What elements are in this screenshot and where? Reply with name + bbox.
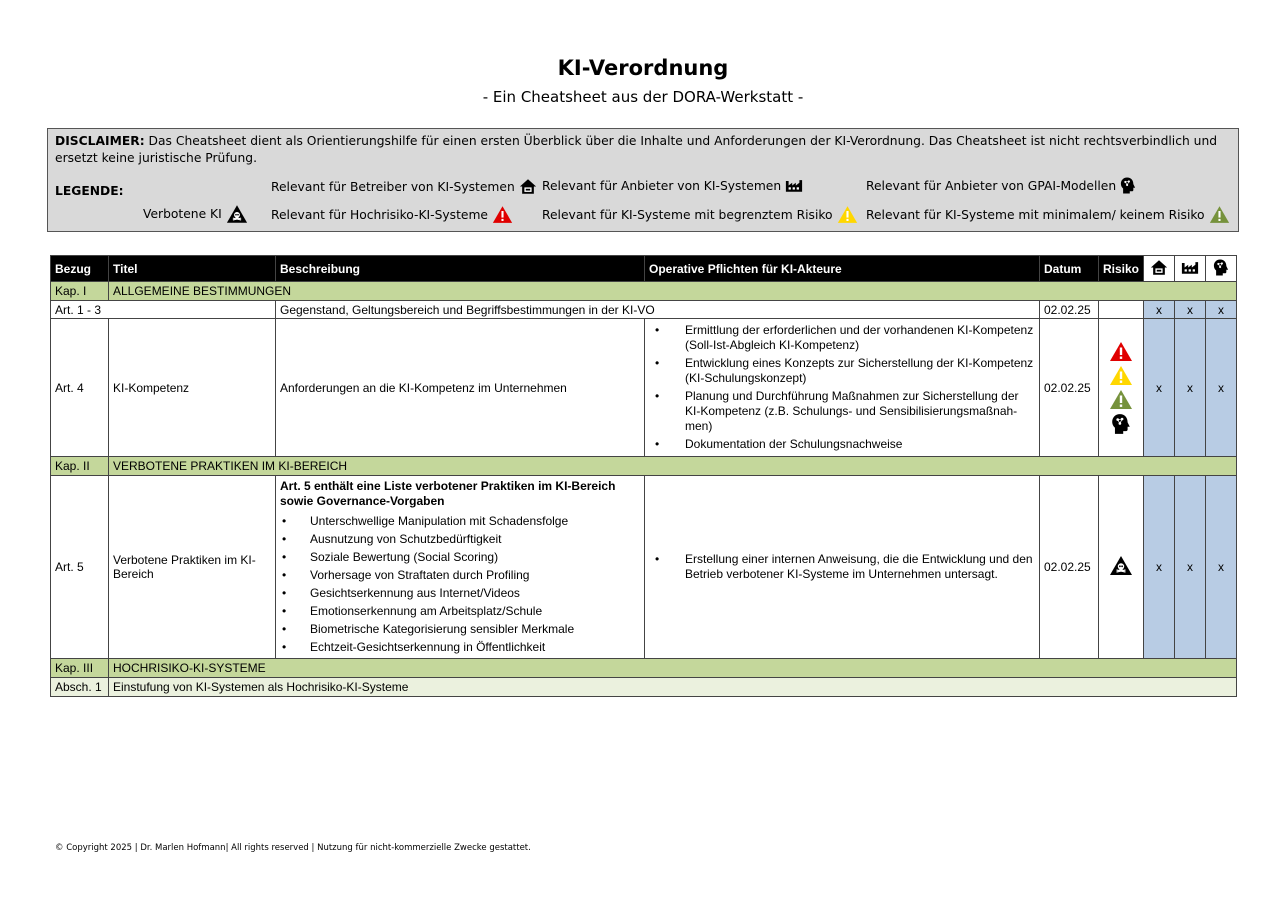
legend-anbieter-text: Relevant für Anbieter von KI-Systemen — [542, 178, 782, 193]
row-title: KI-Kompetenz — [109, 319, 276, 457]
chapter-row — [51, 659, 1237, 678]
row-risk — [1099, 301, 1144, 319]
table-row — [51, 301, 1237, 319]
chapter-ref: Kap. II — [51, 457, 109, 476]
header-anbieter-icon — [1175, 256, 1206, 282]
warning-yellow-icon — [1109, 365, 1133, 386]
row-risk — [1099, 476, 1144, 659]
house-icon — [1150, 259, 1168, 276]
document-title: KI-Verordnung — [557, 56, 729, 80]
disclaimer-body: Das Cheatsheet dient als Orientierungshilfe für einen ersten Überblick über die Inhalte und Anforderungen der KI-Verordnung. Das Cheatsheet ist nicht rechtsverbindlich und ersetzt keine juristische Prüfung. — [55, 134, 1218, 165]
row-desc — [276, 476, 645, 659]
row-date: 02.02.25 — [1040, 319, 1099, 457]
warning-yellow-icon — [837, 205, 858, 224]
list-item: • Vorhersage von Straftaten durch Profiling — [310, 568, 640, 583]
warning-red-icon — [1109, 341, 1133, 362]
legend-label: LEGENDE: — [55, 184, 124, 198]
section-ref: Absch. 1 — [51, 678, 109, 697]
row-date: 02.02.25 — [1040, 476, 1099, 659]
row-duties — [645, 319, 1040, 457]
copyright-footer: © Copyright 2025 | Dr. Marlen Hofmann| All rights reserved | Nutzung für nicht-kommerzielle Zwecke gestattet. — [55, 843, 531, 853]
row-marker-gpai: x — [1206, 301, 1237, 319]
legend-anbieter — [542, 178, 803, 193]
list-item: • Emotionserkennung am Arbeitsplatz/Schule — [310, 604, 640, 619]
row-marker-gpai: x — [1206, 476, 1237, 659]
factory-icon — [785, 178, 803, 193]
warning-green-icon — [1209, 205, 1230, 224]
skull-warning-icon — [226, 204, 248, 224]
list-item: • Echtzeit-Gesichtserkennung in Öffentlichkeit — [310, 640, 640, 655]
warning-red-icon — [492, 205, 513, 224]
chapter-ref: Kap. I — [51, 282, 109, 301]
legend-begrenzt — [542, 205, 858, 224]
list-item: • Planung und Durchführung Maßnahmen zur Sicherstellung der KI-Kompetenz (z.B. Schulungs- und Sensibilisierungsmaßnah-men) — [685, 389, 1035, 434]
chapter-title: ALLGEMEINE BESTIMMUNGEN — [109, 282, 1237, 301]
section-row — [51, 678, 1237, 697]
list-item: • Gesichtserkennung aus Internet/Videos — [310, 586, 640, 601]
row-risk — [1099, 319, 1144, 457]
disclaimer-text — [55, 133, 1233, 167]
row-marker-betreiber: x — [1144, 476, 1175, 659]
house-icon — [519, 178, 537, 195]
row-marker-gpai: x — [1206, 319, 1237, 457]
chapter-row — [51, 282, 1237, 301]
list-item: • Biometrische Kategorisierung sensibler Merkmale — [310, 622, 640, 637]
disclaimer-box — [47, 128, 1239, 232]
legend-minimal-text: Relevant für KI-Systeme mit minimalem/ keinem Risiko — [866, 207, 1205, 222]
row-ref: Art. 1 - 3 — [51, 301, 276, 319]
ai-head-icon — [1213, 258, 1229, 277]
row-ref: Art. 4 — [51, 319, 109, 457]
list-item: • Unterschwellige Manipulation mit Schadensfolge — [310, 514, 640, 529]
row-marker-betreiber: x — [1144, 319, 1175, 457]
legend-verboten — [143, 204, 248, 224]
practices-list — [280, 514, 640, 655]
table-row — [51, 476, 1237, 659]
list-item: • Entwicklung eines Konzepts zur Sicherstellung der KI-Kompetenz (KI-Schulungskonzept) — [685, 356, 1035, 386]
row-desc: Gegenstand, Geltungsbereich und Begriffsbestimmungen in der KI-VO — [276, 301, 1040, 319]
legend-begrenzt-text: Relevant für KI-Systeme mit begrenztem Risiko — [542, 207, 833, 222]
articles-table — [50, 255, 1237, 697]
row-desc: Anforderungen an die KI-Kompetenz im Unternehmen — [276, 319, 645, 457]
row-ref: Art. 5 — [51, 476, 109, 659]
row-date: 02.02.25 — [1040, 301, 1099, 319]
row-marker-anbieter: x — [1175, 319, 1206, 457]
header-beschreibung: Beschreibung — [276, 256, 645, 282]
header-titel: Titel — [109, 256, 276, 282]
row-marker-anbieter: x — [1175, 476, 1206, 659]
row-title: Verbotene Praktiken im KI-Bereich — [109, 476, 276, 659]
row-marker-betreiber: x — [1144, 301, 1175, 319]
chapter-title: HOCHRISIKO-KI-SYSTEME — [109, 659, 1237, 678]
duties-list — [649, 323, 1035, 452]
header-pflichten: Operative Pflichten für KI-Akteure — [645, 256, 1040, 282]
legend-hochrisiko — [271, 205, 513, 224]
duties-list — [649, 552, 1035, 582]
ai-head-icon — [1120, 176, 1136, 195]
document-subtitle: - Ein Cheatsheet aus der DORA-Werkstatt - — [482, 88, 804, 106]
list-item: • Erstellung einer internen Anweisung, die die Entwicklung und den Betrieb verbotener KI-Systeme im Unternehmen untersagt. — [685, 552, 1035, 582]
header-gpai-icon — [1206, 256, 1237, 282]
chapter-ref: Kap. III — [51, 659, 109, 678]
row-duties — [645, 476, 1040, 659]
table-header-row — [51, 256, 1237, 282]
ai-head-icon — [1111, 413, 1131, 435]
legend-hochrisiko-text: Relevant für Hochrisiko-KI-Systeme — [271, 207, 489, 222]
header-bezug: Bezug — [51, 256, 109, 282]
list-item: • Soziale Bewertung (Social Scoring) — [310, 550, 640, 565]
row-marker-anbieter: x — [1175, 301, 1206, 319]
legend-betreiber — [271, 178, 537, 195]
legend-betreiber-text: Relevant für Betreiber von KI-Systemen — [271, 179, 515, 194]
legend-verboten-text: Verbotene KI — [143, 207, 222, 221]
header-datum: Datum — [1040, 256, 1099, 282]
list-item: • Ausnutzung von Schutzbedürftigkeit — [310, 532, 640, 547]
warning-green-icon — [1109, 389, 1133, 410]
section-title: Einstufung von KI-Systemen als Hochrisiko-KI-Systeme — [109, 678, 1237, 697]
chapter-row — [51, 457, 1237, 476]
disclaimer-label: DISCLAIMER: — [55, 134, 145, 148]
header-betreiber-icon — [1144, 256, 1175, 282]
legend-minimal — [866, 205, 1230, 224]
desc-heading: Art. 5 enthält eine Liste verbotener Praktiken im KI-Bereich sowie Governance-Vorgaben — [280, 479, 616, 508]
list-item: • Ermittlung der erforderlichen und der vorhandenen KI-Kompetenz (Soll-Ist-Abgleich KI-Kompetenz) — [685, 323, 1035, 353]
list-item: • Dokumentation der Schulungsnachweise — [685, 437, 1035, 452]
skull-warning-icon — [1109, 555, 1133, 576]
header-risiko: Risiko — [1099, 256, 1144, 282]
factory-icon — [1181, 260, 1199, 275]
legend-gpai-text: Relevant für Anbieter von GPAI-Modellen — [866, 178, 1117, 193]
table-row — [51, 319, 1237, 457]
chapter-title: VERBOTENE PRAKTIKEN IM KI-BEREICH — [109, 457, 1237, 476]
legend-gpai — [866, 176, 1136, 195]
